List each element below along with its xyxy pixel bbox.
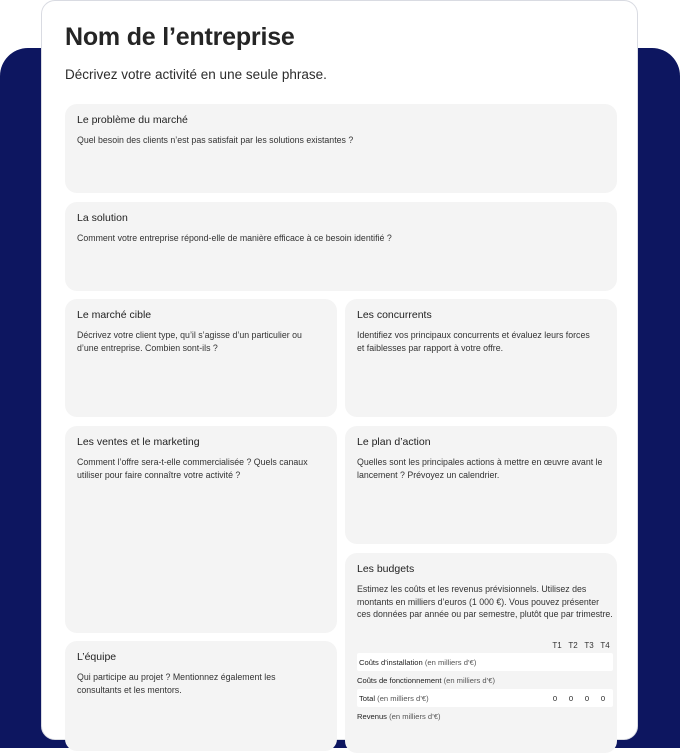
card-equipe-title: L’équipe [77,651,117,663]
card-marche-text: Décrivez votre client type, qu’il s’agisse d’un particulier ou d’une entreprise. Combien sont-ils ? [77,330,302,353]
card-equipe-text: Qui participe au projet ? Mentionnez également les consultants et les mentors. [77,672,276,695]
budget-row-installation[interactable] [357,653,613,671]
card-solution-text: Comment votre entreprise répond-elle de manière efficace à ce besoin identifié ? [77,233,392,243]
budget-row-installation-unit: (en milliers d’€) [424,657,477,667]
budget-row-revenus[interactable] [357,707,613,725]
budget-col-t4: T4 [600,641,610,650]
budget-row-total[interactable] [357,689,613,707]
card-marche-title: Le marché cible [77,309,152,321]
card-ventes-title: Les ventes et le marketing [77,436,200,448]
card-concurrents[interactable] [345,299,617,417]
budget-cell: 0 [600,693,606,703]
card-budgets-text: Estimez les coûts et les revenus prévisionnels. Utilisez des montants en milliers d’euros (1 000 €). Vous pouvez présenter ces données par année ou par semestre, plutôt que par trimestre. [357,584,613,619]
card-ventes-marketing[interactable] [65,426,337,633]
card-plan-text: Quelles sont les principales actions à mettre en œuvre avant le lancement ? Prévoyez un calendrier. [357,457,603,480]
card-probleme-text: Quel besoin des clients n’est pas satisfait par les solutions existantes ? [77,135,354,145]
budget-cell: 0 [584,693,590,703]
budget-table [357,641,613,725]
budget-row-fonctionnement[interactable] [357,671,613,689]
budget-col-t1: T1 [552,641,562,650]
card-budgets[interactable] [345,553,617,753]
card-marche-cible[interactable] [65,299,337,417]
budget-row-revenus-unit: (en milliers d’€) [389,711,441,721]
budget-row-revenus-label: Revenus [357,711,387,721]
card-concurrents-text: Identifiez vos principaux concurrents et évaluez leurs forces et faiblesses par rapport à votre offre. [357,330,590,353]
card-equipe[interactable] [65,641,337,751]
budget-row-installation-label: Coûts d’installation [359,657,423,667]
budget-col-t2: T2 [568,641,578,650]
card-plan-action[interactable] [345,426,617,544]
budget-row-total-unit: (en milliers d’€) [377,693,429,703]
card-probleme-title: Le problème du marché [77,114,188,126]
card-probleme[interactable] [65,104,617,193]
card-ventes-text: Comment l’offre sera-t-elle commercialisée ? Quels canaux utiliser pour faire connaître votre activité ? [77,457,308,480]
page-title[interactable]: Nom de l’entreprise [65,23,295,51]
budget-row-fonctionnement-unit: (en milliers d’€) [443,675,496,685]
budget-table-header [357,641,613,653]
business-plan-sheet [41,0,638,740]
page-subtitle[interactable]: Décrivez votre activité en une seule phrase. [65,67,327,82]
card-plan-title: Le plan d’action [357,436,431,448]
card-concurrents-title: Les concurrents [357,309,432,321]
budget-col-t3: T3 [584,641,594,650]
budget-cell: 0 [552,693,558,703]
budget-row-total-label: Total [359,693,376,703]
budget-cell: 0 [568,693,574,703]
card-solution[interactable] [65,202,617,291]
card-budgets-title: Les budgets [357,563,415,575]
budget-row-fonctionnement-label: Coûts de fonctionnement [357,675,442,685]
card-solution-title: La solution [77,212,128,224]
